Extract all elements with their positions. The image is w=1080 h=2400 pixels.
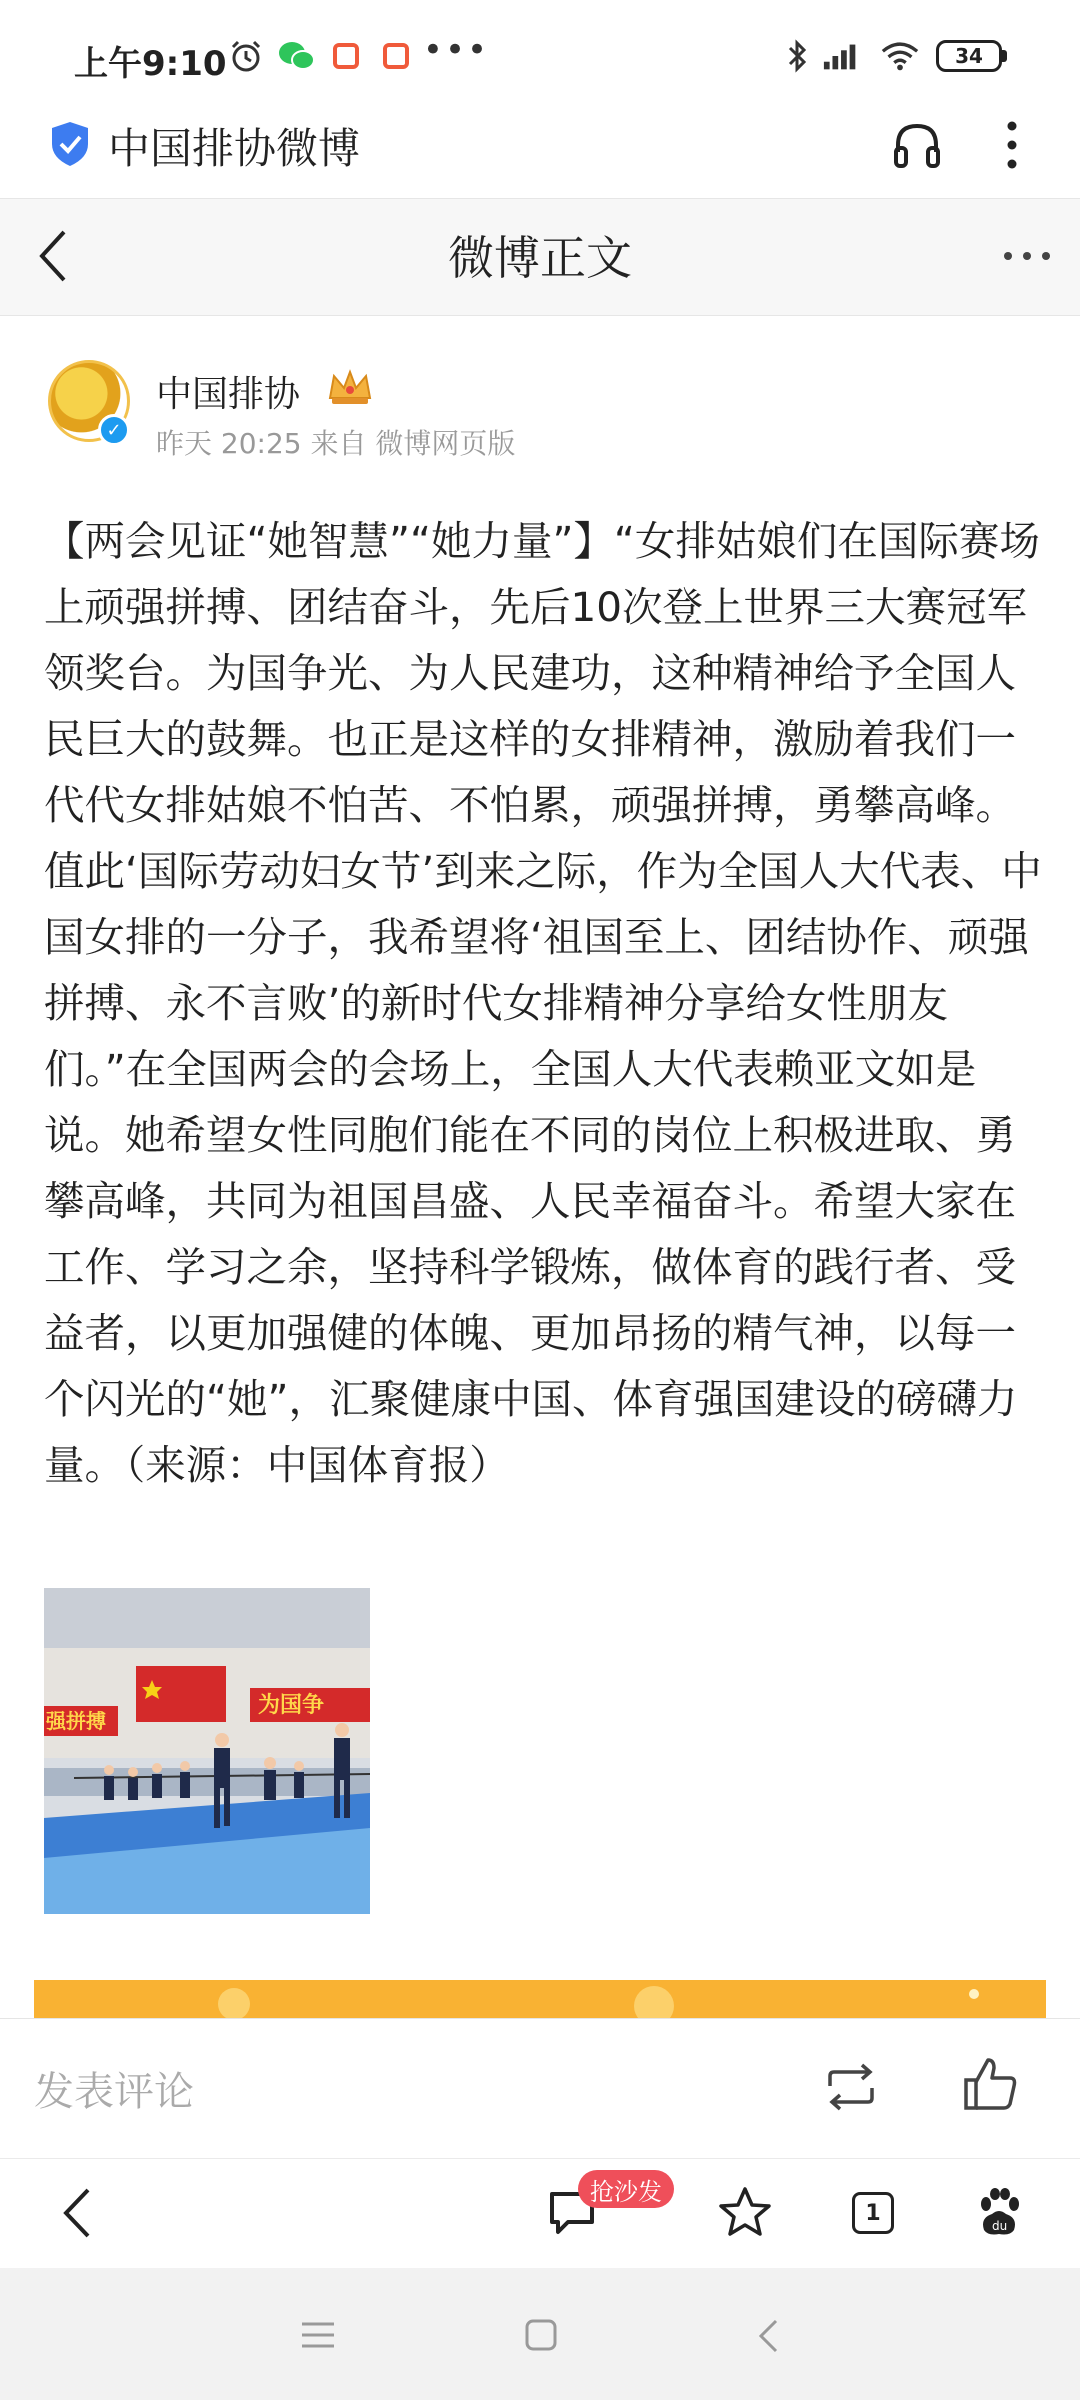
baidu-paw-icon[interactable]	[974, 2186, 1024, 2238]
system-back-icon[interactable]	[756, 2318, 780, 2354]
more-vertical-icon[interactable]	[1002, 118, 1022, 172]
app-title: 中国排协微博	[108, 124, 361, 173]
signal-icon	[822, 36, 862, 76]
wifi-icon	[880, 36, 920, 76]
repost-icon[interactable]	[822, 2062, 880, 2112]
bluetooth-icon	[778, 36, 818, 76]
headphones-icon[interactable]	[890, 118, 944, 172]
verified-badge-icon: ✓	[98, 414, 130, 446]
photo-banner-left: 强拼搏	[46, 1709, 106, 1733]
home-icon[interactable]	[524, 2318, 558, 2352]
more-horizontal-icon[interactable]	[1002, 248, 1052, 264]
post-body: 【两会见证“她智慧”“她力量”】“女排姑娘们在国际赛场上顽强拼搏、团结奋斗，先后10次登上世界三大赛冠军领奖台。为国争光、为人民建功，这种精神给予全国人民巨大的鼓舞。也正是这样的女排精神，激励着我们一代代女排姑娘不怕苦、不怕累，顽强拼搏，勇攀高峰。值此‘国际劳动妇女节’到来之际，作为全国人大代表、中国女排的一分子，我希望将‘祖国至上、团结协作、顽强拼搏、永不言败’的新时代女排精神分享给女性朋友们。”在全国两会的会场上，全国人大代表赖亚文如是说。她希望女性同胞们能在不同的岗位上积极进取、勇攀高峰，共同为祖国昌盛、人民幸福奋斗。希望大家在工作、学习之余，坚持科学锻炼，做体育的践行者、受益者，以更加强健的体魄、更加昂扬的精气神，以每一个闪光的“她”，汇聚健康中国、体育强国建设的磅礴力量。（来源：中国体育报）	[44, 517, 1042, 1489]
browser-back-icon[interactable]	[60, 2186, 94, 2240]
crown-icon	[326, 368, 374, 408]
battery-icon	[936, 40, 1007, 72]
author-name[interactable]: 中国排协	[156, 374, 301, 415]
post-meta: 昨天 20:25 来自 微博网页版	[156, 427, 516, 460]
tab-count-button[interactable]: 1	[852, 2192, 894, 2234]
ad-banner[interactable]	[34, 1980, 1046, 2020]
browser-bar	[0, 2158, 1080, 2269]
verified-shield-icon	[48, 120, 92, 168]
like-icon[interactable]	[962, 2056, 1018, 2112]
app-icon	[376, 36, 416, 76]
app-icon	[326, 36, 366, 76]
status-time: 上午9:10	[74, 44, 227, 84]
battery-level: 34	[936, 40, 1002, 72]
more-dots-icon: •••	[422, 30, 490, 70]
grab-sofa-badge[interactable]: 抢沙发	[578, 2170, 674, 2208]
menu-icon[interactable]	[300, 2320, 336, 2350]
page-title: 微博正文	[448, 231, 632, 285]
favorite-star-icon[interactable]	[718, 2186, 772, 2238]
photo-banner-right: 为国争	[258, 1693, 325, 1718]
wechat-icon	[276, 36, 316, 76]
post-photo[interactable]	[44, 1588, 370, 1914]
comment-input[interactable]: 发表评论	[34, 2069, 194, 2115]
alarm-icon	[226, 36, 266, 76]
svg-text:du: du	[992, 2219, 1008, 2233]
